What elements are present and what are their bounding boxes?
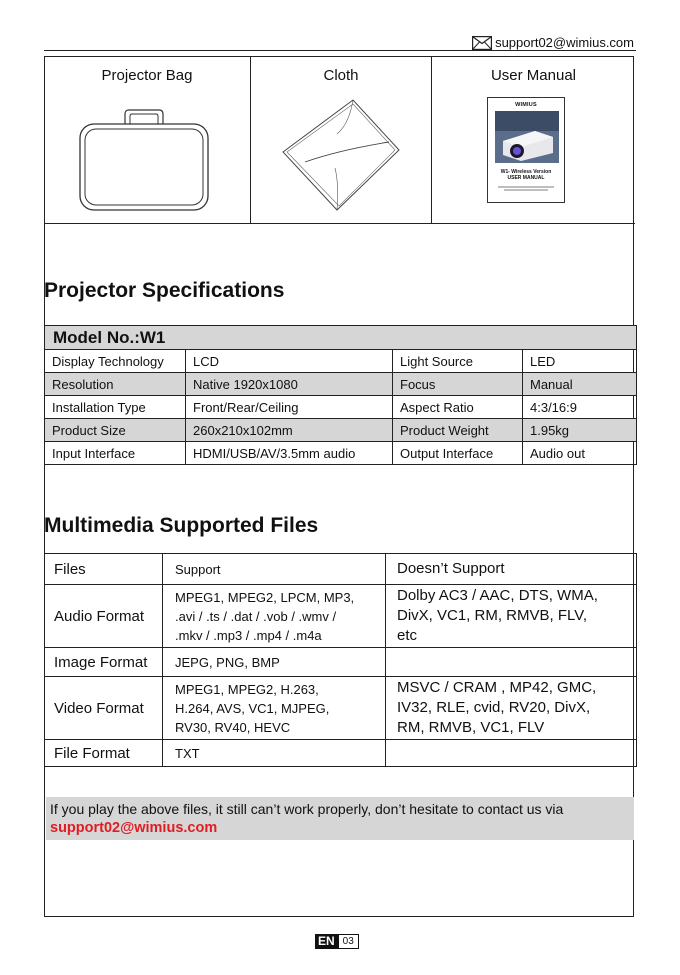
format-support xyxy=(163,740,386,767)
user-manual-thumbnail xyxy=(487,97,565,203)
model-number: Model No.:W1 xyxy=(45,326,637,350)
page-language: EN xyxy=(315,934,338,949)
spec-value: Audio out xyxy=(523,442,637,465)
not-support-line: etc xyxy=(397,627,418,644)
multimedia-title: Multimedia Supported Files xyxy=(44,514,319,537)
spec-table xyxy=(44,325,637,465)
spec-label: Product Size xyxy=(45,419,186,442)
spec-label: Input Interface xyxy=(45,442,186,465)
spec-value: Native 1920x1080 xyxy=(186,373,393,396)
table-row xyxy=(45,648,637,677)
support-line: JEPG, PNG, BMP xyxy=(175,654,280,670)
not-support-line: IV32, RLE, cvid, RV20, DivX, xyxy=(397,699,591,716)
page-number: 03 xyxy=(338,934,359,949)
table-row xyxy=(45,350,637,373)
header-rule xyxy=(44,50,636,51)
not-support-line: Dolby AC3 / AAC, DTS, WMA, xyxy=(397,587,598,604)
projector-icon xyxy=(495,111,559,163)
support-line: .mkv / .mp3 / .mp4 / .m4a xyxy=(175,627,322,643)
manual-brand: WIMIUS xyxy=(515,102,537,108)
header-email[interactable] xyxy=(472,35,634,50)
table-header-row xyxy=(45,554,637,585)
page-number-tag xyxy=(315,934,359,949)
specs-title: Projector Specifications xyxy=(44,279,285,302)
spec-value: Front/Rear/Ceiling xyxy=(186,396,393,419)
support-line: MPEG1, MPEG2, H.263, xyxy=(175,681,319,697)
spec-label: Aspect Ratio xyxy=(393,396,523,419)
multimedia-table xyxy=(44,553,637,767)
support-line: H.264, AVS, VC1, MJPEG, xyxy=(175,700,330,716)
spec-label: Display Technology xyxy=(45,350,186,373)
spec-value: Manual xyxy=(523,373,637,396)
format-support xyxy=(163,677,386,740)
mail-icon xyxy=(472,36,492,50)
not-support-line: RM, RMVB, VC1, FLV xyxy=(397,719,545,736)
spec-label: Light Source xyxy=(393,350,523,373)
not-support-line: MSVC / CRAM , MP42, GMC, xyxy=(397,679,597,696)
spec-model-row xyxy=(45,326,637,350)
manual-line1: W1- Wireless Version xyxy=(500,169,552,175)
format-support xyxy=(163,648,386,677)
spec-value: 260x210x102mm xyxy=(186,419,393,442)
accessory-label: User Manual xyxy=(490,67,577,84)
format-name: Video Format xyxy=(45,677,163,740)
support-line: TXT xyxy=(175,745,200,761)
contact-text: If you play the above files, it still can’t work properly, don’t hesitate to contact us via xyxy=(50,801,564,817)
contact-note xyxy=(46,797,634,840)
column-header-support: Support xyxy=(163,554,386,585)
format-name: Audio Format xyxy=(45,585,163,648)
column-header-files: Files xyxy=(45,554,163,585)
format-not-support xyxy=(386,648,637,677)
spec-value: HDMI/USB/AV/3.5mm audio xyxy=(186,442,393,465)
spec-value: LCD xyxy=(186,350,393,373)
format-support xyxy=(163,585,386,648)
manual-fine-print xyxy=(498,186,554,192)
cloth-illustration xyxy=(279,94,407,214)
spec-value: 4:3/16:9 xyxy=(523,396,637,419)
spec-label: Resolution xyxy=(45,373,186,396)
accessory-cloth xyxy=(250,56,431,223)
format-not-support xyxy=(386,585,637,648)
support-line: RV30, RV40, HEVC xyxy=(175,719,291,735)
accessory-projector-bag xyxy=(44,56,250,223)
table-row xyxy=(45,585,637,648)
spec-label: Product Weight xyxy=(393,419,523,442)
accessory-label: Cloth xyxy=(323,67,359,84)
format-name: Image Format xyxy=(45,648,163,677)
spec-label: Output Interface xyxy=(393,442,523,465)
format-not-support xyxy=(386,677,637,740)
table-row xyxy=(45,396,637,419)
spec-label: Installation Type xyxy=(45,396,186,419)
table-row xyxy=(45,677,637,740)
support-line: .avi / .ts / .dat / .vob / .wmv / xyxy=(175,608,337,624)
table-row xyxy=(45,419,637,442)
spec-value: 1.95kg xyxy=(523,419,637,442)
format-not-support xyxy=(386,740,637,767)
support-line: MPEG1, MPEG2, LPCM, MP3, xyxy=(175,589,355,605)
accessory-label: Projector Bag xyxy=(101,67,193,84)
contact-email-link[interactable]: support02@wimius.com xyxy=(50,820,218,836)
table-row xyxy=(45,740,637,767)
table-row xyxy=(45,442,637,465)
manual-line2: USER MANUAL xyxy=(507,175,545,181)
header-email-text[interactable]: support02@wimius.com xyxy=(495,35,634,50)
projector-bag-illustration xyxy=(78,108,210,212)
spec-value: LED xyxy=(523,350,637,373)
spec-label: Focus xyxy=(393,373,523,396)
column-header-not-support: Doesn’t Support xyxy=(386,554,637,585)
format-name: File Format xyxy=(45,740,163,767)
not-support-line: DivX, VC1, RM, RMVB, FLV, xyxy=(397,607,588,624)
table-row xyxy=(45,373,637,396)
